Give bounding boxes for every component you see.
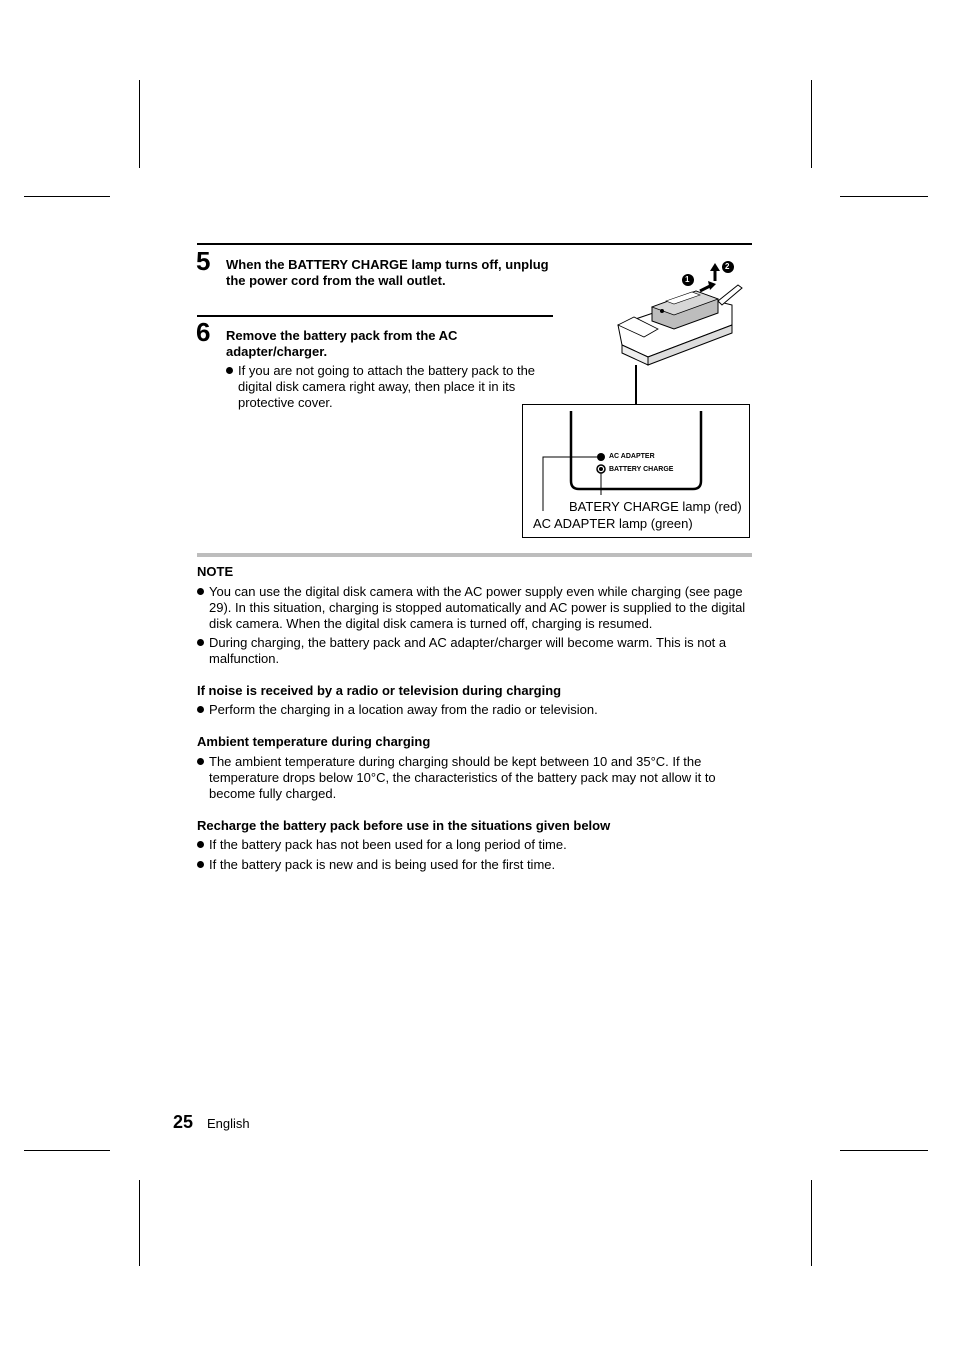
panel-battery-charge-label: BATTERY CHARGE bbox=[609, 466, 674, 473]
step-6-text: Remove the battery pack from the AC adapter/charger. bbox=[226, 328, 458, 359]
charger-illustration bbox=[600, 255, 760, 405]
crop-mark-bottom-left-horizontal bbox=[24, 1150, 110, 1151]
section-temperature-heading: Ambient temperature during charging bbox=[197, 734, 431, 749]
note-item-1: You can use the digital disk camera with the AC power supply even while charging (see page 29). In this situation, charging is stopped automatically and AC power is supplied to the digital disk camera. When the digital disk camera is turned off, charging is resumed. bbox=[209, 584, 746, 631]
step-6-bullet bbox=[226, 367, 233, 374]
section-recharge-item-2: If the battery pack is new and is being used for the first time. bbox=[209, 857, 556, 872]
crop-mark-top-right-vertical bbox=[811, 80, 812, 168]
battery-charge-lamp-label: BATERY CHARGE lamp (red) bbox=[569, 499, 742, 514]
section-noise-item-1: Perform the charging in a location away from the radio or television. bbox=[209, 702, 598, 717]
note-bullet-2 bbox=[197, 639, 204, 646]
crop-mark-bottom-left-vertical bbox=[139, 1180, 140, 1266]
crop-mark-bottom-right-horizontal bbox=[840, 1150, 928, 1151]
note-item-2: During charging, the battery pack and AC adapter/charger will become warm. This is not a malfunction. bbox=[209, 635, 727, 666]
callout-2: 2 bbox=[725, 262, 730, 271]
section-noise-heading: If noise is received by a radio or television during charging bbox=[197, 683, 562, 698]
step-6-bullet-text: If you are not going to attach the battery pack to the digital disk camera right away, then place it in its protective cover. bbox=[238, 363, 536, 410]
step-5-top-rule bbox=[197, 243, 752, 245]
note-title: NOTE bbox=[197, 564, 234, 579]
step-5-number: 5 bbox=[196, 246, 211, 276]
section-recharge-heading: Recharge the battery pack before use in the situations given below bbox=[197, 818, 611, 833]
page-number: 25 bbox=[173, 1112, 194, 1132]
crop-mark-top-left-horizontal bbox=[24, 196, 110, 197]
note-top-rule bbox=[197, 553, 752, 557]
section-temperature-bullet-1 bbox=[197, 758, 204, 765]
ac-adapter-lamp-label: AC ADAPTER lamp (green) bbox=[533, 516, 693, 531]
section-noise-bullet-1 bbox=[197, 706, 204, 713]
step-5-text: When the BATTERY CHARGE lamp turns off, unplug the power cord from the wall outlet. bbox=[226, 257, 549, 288]
crop-mark-top-left-vertical bbox=[139, 80, 140, 168]
section-recharge-item-1: If the battery pack has not been used for a long period of time. bbox=[209, 837, 567, 852]
section-temperature-item-1: The ambient temperature during charging should be kept between 10 and 35°C. If the temperature drops below 10°C, the characteristics of the battery pack may not allow it to become fully charged. bbox=[209, 754, 716, 801]
callout-1: 1 bbox=[685, 275, 690, 284]
crop-mark-top-right-horizontal bbox=[840, 196, 928, 197]
step-6-top-rule bbox=[197, 315, 553, 317]
section-recharge-bullet-2 bbox=[197, 861, 204, 868]
language-label: English bbox=[207, 1116, 250, 1131]
panel-ac-adapter-label: AC ADAPTER bbox=[609, 453, 655, 460]
crop-mark-bottom-right-vertical bbox=[811, 1180, 812, 1266]
note-bullet-1 bbox=[197, 588, 204, 595]
section-recharge-bullet-1 bbox=[197, 841, 204, 848]
step-6-number: 6 bbox=[196, 317, 211, 347]
